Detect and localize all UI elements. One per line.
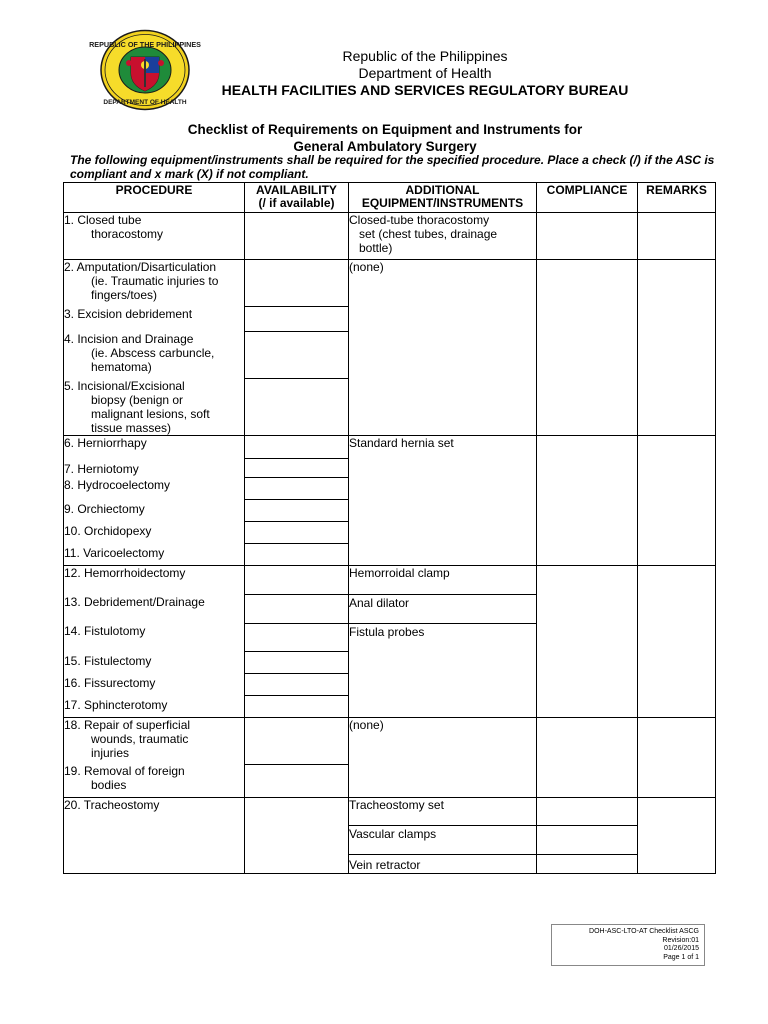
header-additional: ADDITIONAL EQUIPMENT/INSTRUMENTS — [349, 183, 537, 213]
availability-cell[interactable] — [245, 435, 349, 458]
title-line-2: General Ambulatory Surgery — [293, 139, 477, 154]
procedure-cell: 13. Debridement/Drainage — [64, 594, 245, 623]
date: 01/26/2015 — [663, 945, 699, 952]
availability-cell[interactable] — [245, 213, 349, 260]
title-line-1: Checklist of Requirements on Equipment and Instruments for — [187, 122, 583, 137]
equipment-cell: Hemorroidal clamp — [349, 565, 537, 594]
header-remarks: REMARKS — [638, 183, 716, 213]
compliance-cell[interactable] — [537, 435, 638, 565]
equipment-cell: Vascular clamps — [349, 825, 537, 854]
remarks-cell[interactable] — [638, 260, 716, 436]
procedure-cell: 16. Fissurectomy — [64, 673, 245, 695]
table-row — [64, 797, 716, 825]
remarks-cell[interactable] — [638, 797, 716, 873]
procedure-cell: 4. Incision and Drainage (ie. Abscess carbuncle, hematoma) — [64, 332, 245, 379]
document-control-box — [551, 924, 705, 966]
compliance-cell[interactable] — [537, 260, 638, 436]
procedure-cell: 7. Herniotomy — [64, 458, 245, 477]
header-department: Department of Health — [358, 65, 492, 81]
remarks-cell[interactable] — [638, 435, 716, 565]
procedure-cell: 2. Amputation/Disarticulation (ie. Traumatic injuries to fingers/toes) — [64, 260, 245, 307]
remarks-cell[interactable] — [638, 213, 716, 260]
availability-cell[interactable] — [245, 717, 349, 764]
table-row — [64, 213, 716, 260]
availability-cell[interactable] — [245, 565, 349, 594]
compliance-cell[interactable] — [537, 797, 638, 825]
procedure-cell: 20. Tracheostomy — [64, 797, 245, 873]
checklist-table — [63, 182, 716, 874]
compliance-cell[interactable] — [537, 854, 638, 873]
availability-cell[interactable] — [245, 477, 349, 499]
availability-cell[interactable] — [245, 332, 349, 379]
availability-cell[interactable] — [245, 651, 349, 673]
availability-cell[interactable] — [245, 695, 349, 717]
equipment-cell: (none) — [349, 717, 537, 797]
availability-cell[interactable] — [245, 797, 349, 873]
table-header-row — [64, 183, 716, 213]
doc-code: DOH-ASC-LTO-AT Checklist ASCG — [589, 928, 699, 935]
equipment-cell: Tracheostomy set — [349, 797, 537, 825]
header-bureau: HEALTH FACILITIES AND SERVICES REGULATORY BUREAU — [221, 82, 629, 98]
availability-cell[interactable] — [245, 521, 349, 543]
seal-text-top: REPUBLIC OF THE PHILIPPINES — [89, 40, 201, 49]
availability-cell[interactable] — [245, 260, 349, 307]
procedure-cell: 11. Varicoelectomy — [64, 543, 245, 565]
procedure-cell: 10. Orchidopexy — [64, 521, 245, 543]
equipment-cell: Vein retractor — [349, 854, 537, 873]
remarks-cell[interactable] — [638, 565, 716, 717]
procedure-cell: 12. Hemorrhoidectomy — [64, 565, 245, 594]
procedure-cell: 1. Closed tube thoracostomy — [64, 213, 245, 260]
availability-cell[interactable] — [245, 764, 349, 797]
equipment-cell: Anal dilator — [349, 594, 537, 623]
availability-cell[interactable] — [245, 543, 349, 565]
remarks-cell[interactable] — [638, 717, 716, 797]
availability-cell[interactable] — [245, 499, 349, 521]
header-availability: AVAILABILITY (/ if available) — [245, 183, 349, 213]
procedure-cell: 3. Excision debridement — [64, 307, 245, 332]
availability-cell[interactable] — [245, 623, 349, 651]
compliance-cell[interactable] — [537, 565, 638, 717]
procedure-cell: 9. Orchiectomy — [64, 499, 245, 521]
header-country: Republic of the Philippines — [342, 48, 508, 64]
compliance-cell[interactable] — [537, 213, 638, 260]
procedure-cell: 8. Hydrocoelectomy — [64, 477, 245, 499]
procedure-cell: 18. Repair of superficial wounds, traumatic injuries — [64, 717, 245, 764]
procedure-cell: 14. Fistulotomy — [64, 623, 245, 651]
procedure-cell: 15. Fistulectomy — [64, 651, 245, 673]
table-row — [64, 717, 716, 764]
header-procedure: PROCEDURE — [64, 183, 245, 213]
availability-cell[interactable] — [245, 673, 349, 695]
header-compliance: COMPLIANCE — [537, 183, 638, 213]
availability-cell[interactable] — [245, 307, 349, 332]
table-row — [64, 435, 716, 458]
page-number: Page 1 of 1 — [663, 953, 699, 961]
compliance-cell[interactable] — [537, 825, 638, 854]
table-row — [64, 260, 716, 307]
availability-cell[interactable] — [245, 458, 349, 477]
compliance-cell[interactable] — [537, 717, 638, 797]
seal-text-bottom: DEPARTMENT OF HEALTH — [103, 99, 187, 106]
equipment-cell: Standard hernia set — [349, 435, 537, 565]
procedure-cell: 6. Herniorrhapy — [64, 435, 245, 458]
equipment-cell: Fistula probes — [349, 623, 537, 717]
equipment-cell: (none) — [349, 260, 537, 436]
procedure-cell: 19. Removal of foreign bodies — [64, 764, 245, 797]
instructions: The following equipment/instruments shall be required for the specified procedure. Place a check (/) if the ASC is compliant and x mark (X) if not compliant. — [70, 153, 715, 181]
availability-cell[interactable] — [245, 379, 349, 436]
availability-cell[interactable] — [245, 594, 349, 623]
procedure-cell: 17. Sphincterotomy — [64, 695, 245, 717]
equipment-cell: Closed-tube thoracostomy set (chest tubes, drainage bottle) — [349, 213, 537, 260]
table-row — [64, 565, 716, 594]
procedure-cell: 5. Incisional/Excisional biopsy (benign or malignant lesions, soft tissue masses) — [64, 379, 245, 436]
revision: Revision:01 — [662, 936, 699, 944]
